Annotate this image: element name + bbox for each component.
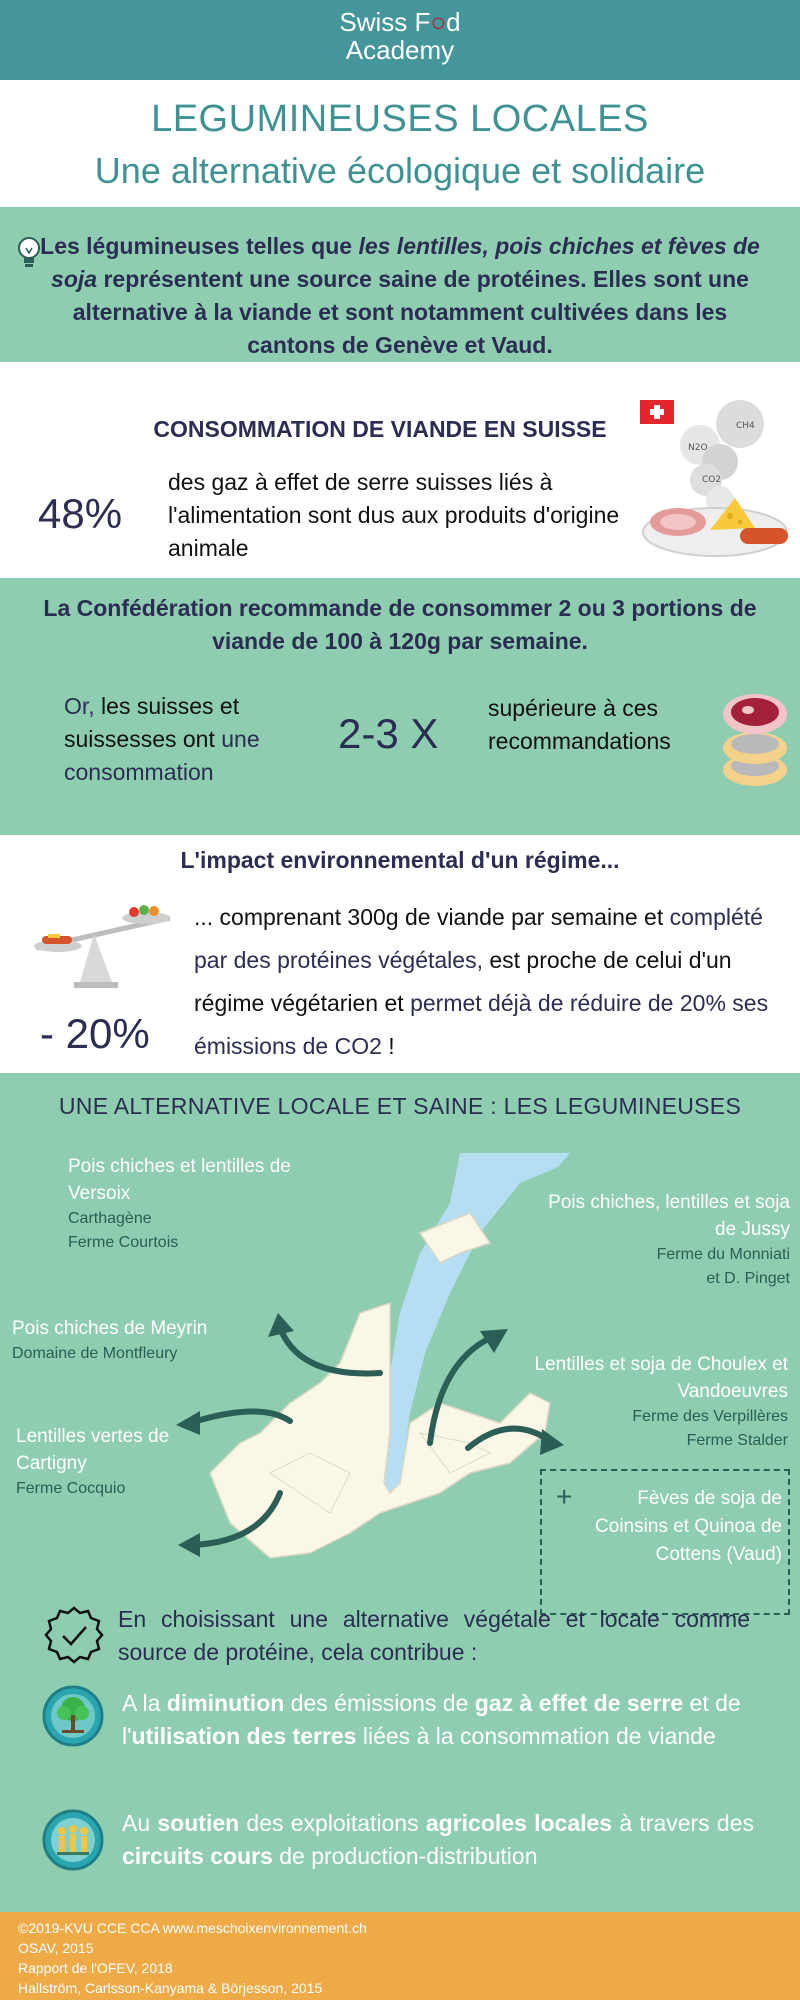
benefit2-g: de production-distribution: [272, 1843, 538, 1869]
checkmark-badge-icon: [44, 1605, 104, 1665]
impact-percent: - 20%: [40, 1010, 150, 1057]
alternative-band: [0, 1073, 800, 1913]
impact-title: L'impact environnemental d'un régime...: [180, 847, 620, 873]
benefit2-e: à travers des: [612, 1810, 755, 1836]
swiss-food-academy-logo: [310, 8, 490, 64]
benefit1-g: liées à la consommation de viande: [356, 1723, 716, 1749]
alternative-title: UNE ALTERNATIVE LOCALE ET SAINE : LES LEGUMINEUSES: [58, 1093, 742, 1119]
logo-text-b: d: [446, 7, 461, 37]
benefit2-a: Au: [122, 1810, 158, 1836]
choose-text: En choisissant une alternative végétale et locale comme source de protéine, cela contribue :: [118, 1606, 750, 1665]
confederation-left-text: [64, 690, 304, 789]
plus-icon: +: [556, 1481, 573, 1512]
impact-text: [194, 896, 794, 1068]
location-farm: Ferme Stalder: [686, 1432, 788, 1449]
consommation-percent: 48%: [38, 490, 123, 537]
page-subtitle: Une alternative écologique et solidaire: [94, 150, 706, 191]
steak-stack-icon: [720, 690, 790, 790]
impact-a: ... comprenant 300g de viande par semaine et: [194, 904, 670, 930]
benefit2-d: agricoles locales: [425, 1810, 613, 1836]
location-name: Pois chiches, lentilles et soja de Jussy: [548, 1192, 790, 1240]
location-farm: Carthagène: [68, 1210, 152, 1227]
impact-c: est proche de celui d'un régime végétarien et: [194, 947, 732, 1016]
location-name: Lentilles vertes de Cartigny: [16, 1426, 170, 1474]
impact-e: !: [381, 1033, 395, 1059]
confed-or: Or,: [64, 693, 95, 719]
tree-icon: [42, 1685, 104, 1747]
impact-d: permet déjà de réduire de 20% ses émissions de CO2: [194, 990, 769, 1059]
location-name: Lentilles et soja de Choulex et Vandoeuvres: [534, 1354, 788, 1402]
n2o-label: N2O: [688, 443, 708, 453]
intro-text: [30, 230, 770, 362]
location-versoix: [68, 1153, 308, 1255]
footer-line: Hallström, Carlsson-Kanyama & Börjesson, 2015: [18, 1980, 323, 1996]
logo-text-line2: Academy: [345, 35, 455, 65]
confederation-band: [0, 578, 800, 835]
location-farm: Domaine de Montfleury: [12, 1345, 178, 1362]
vaud-extra-text: Fèves de soja de Coinsins et Quinoa de Cottens (Vaud): [595, 1488, 782, 1565]
header-bar: [0, 0, 800, 80]
farmers-support-icon: [42, 1809, 104, 1871]
location-choulex-vandoeuvres: [520, 1351, 788, 1453]
location-farm: Ferme des Verpillères: [632, 1408, 788, 1425]
intro-part2: représentent une source saine de protéines. Elles sont une alternative à la viande et sont notamment cultivées dans les cantons de Genève et Vaud.: [72, 266, 749, 358]
sausage: [740, 528, 788, 544]
benefit2-c: des exploitations: [239, 1810, 426, 1836]
balance-scale-icon: [28, 900, 178, 990]
benefit1-e: et de l': [122, 1690, 741, 1749]
confederation-title: La Confédération recommande de consommer 2 ou 3 portions de viande de 100 à 120g par semaine.: [43, 595, 757, 654]
benefit2-f: circuits cours: [122, 1843, 273, 1869]
logo-o-mark: ○: [430, 7, 447, 37]
footer-line: OSAV, 2015: [18, 1940, 94, 1956]
location-meyrin: [12, 1315, 232, 1366]
impact-b: complété par des protéines végétales,: [194, 904, 763, 973]
footer-line: ©2019-KVU CCE CCA www.meschoixenvironnement.ch: [18, 1920, 367, 1936]
vaud-extra-box: [540, 1469, 790, 1615]
location-name: Pois chiches de Meyrin: [12, 1318, 208, 1339]
footer-line: Rapport de l'OFEV, 2018: [18, 1960, 173, 1976]
confederation-multiplier: 2-3 X: [338, 710, 439, 757]
confederation-right-text: supérieure à ces recommandations: [488, 695, 671, 754]
meat-cheese-emissions-illustration: [640, 400, 790, 570]
intro-part1: Les légumineuses telles que: [40, 233, 359, 259]
location-farm: Ferme du Monniati: [656, 1246, 790, 1263]
location-farm: Ferme Cocquio: [16, 1480, 126, 1497]
benefit-emissions-text: [122, 1687, 762, 1753]
consommation-text: des gaz à effet de serre suisses liés à l'alimentation sont dus aux produits d'origine animale: [168, 469, 620, 561]
location-farm: et D. Pinget: [706, 1270, 790, 1287]
location-cartigny: [16, 1423, 236, 1501]
intro-band: [0, 207, 800, 362]
footer-sources: [0, 1912, 800, 2000]
page-title: LEGUMINEUSES LOCALES: [151, 98, 649, 140]
benefit-local-farms-text: [122, 1807, 754, 1873]
benefit1-d: gaz à effet de serre: [474, 1690, 684, 1716]
benefit1-c: des émissions de: [284, 1690, 475, 1716]
location-name: Pois chiches et lentilles de Versoix: [68, 1156, 291, 1204]
confed-consommation: une consommation: [64, 726, 260, 785]
co2-label: CO2: [702, 475, 722, 485]
consommation-title: CONSOMMATION DE VIANDE EN SUISSE: [153, 416, 607, 442]
ch4-label: CH4: [736, 421, 755, 431]
confed-mid: les suisses et suissesses ont: [64, 693, 240, 752]
location-farm: Ferme Courtois: [68, 1234, 179, 1251]
logo-text-a: Swiss F: [339, 7, 431, 37]
footer-text: [18, 1918, 778, 1998]
benefit1-a: A la: [122, 1690, 167, 1716]
benefit1-b: diminution: [166, 1690, 285, 1716]
benefit1-f: utilisation des terres: [131, 1723, 357, 1749]
benefit2-b: soutien: [157, 1810, 240, 1836]
intro-italic: les lentilles, pois chiches et fèves de soja: [51, 233, 760, 292]
location-jussy: [540, 1189, 790, 1291]
